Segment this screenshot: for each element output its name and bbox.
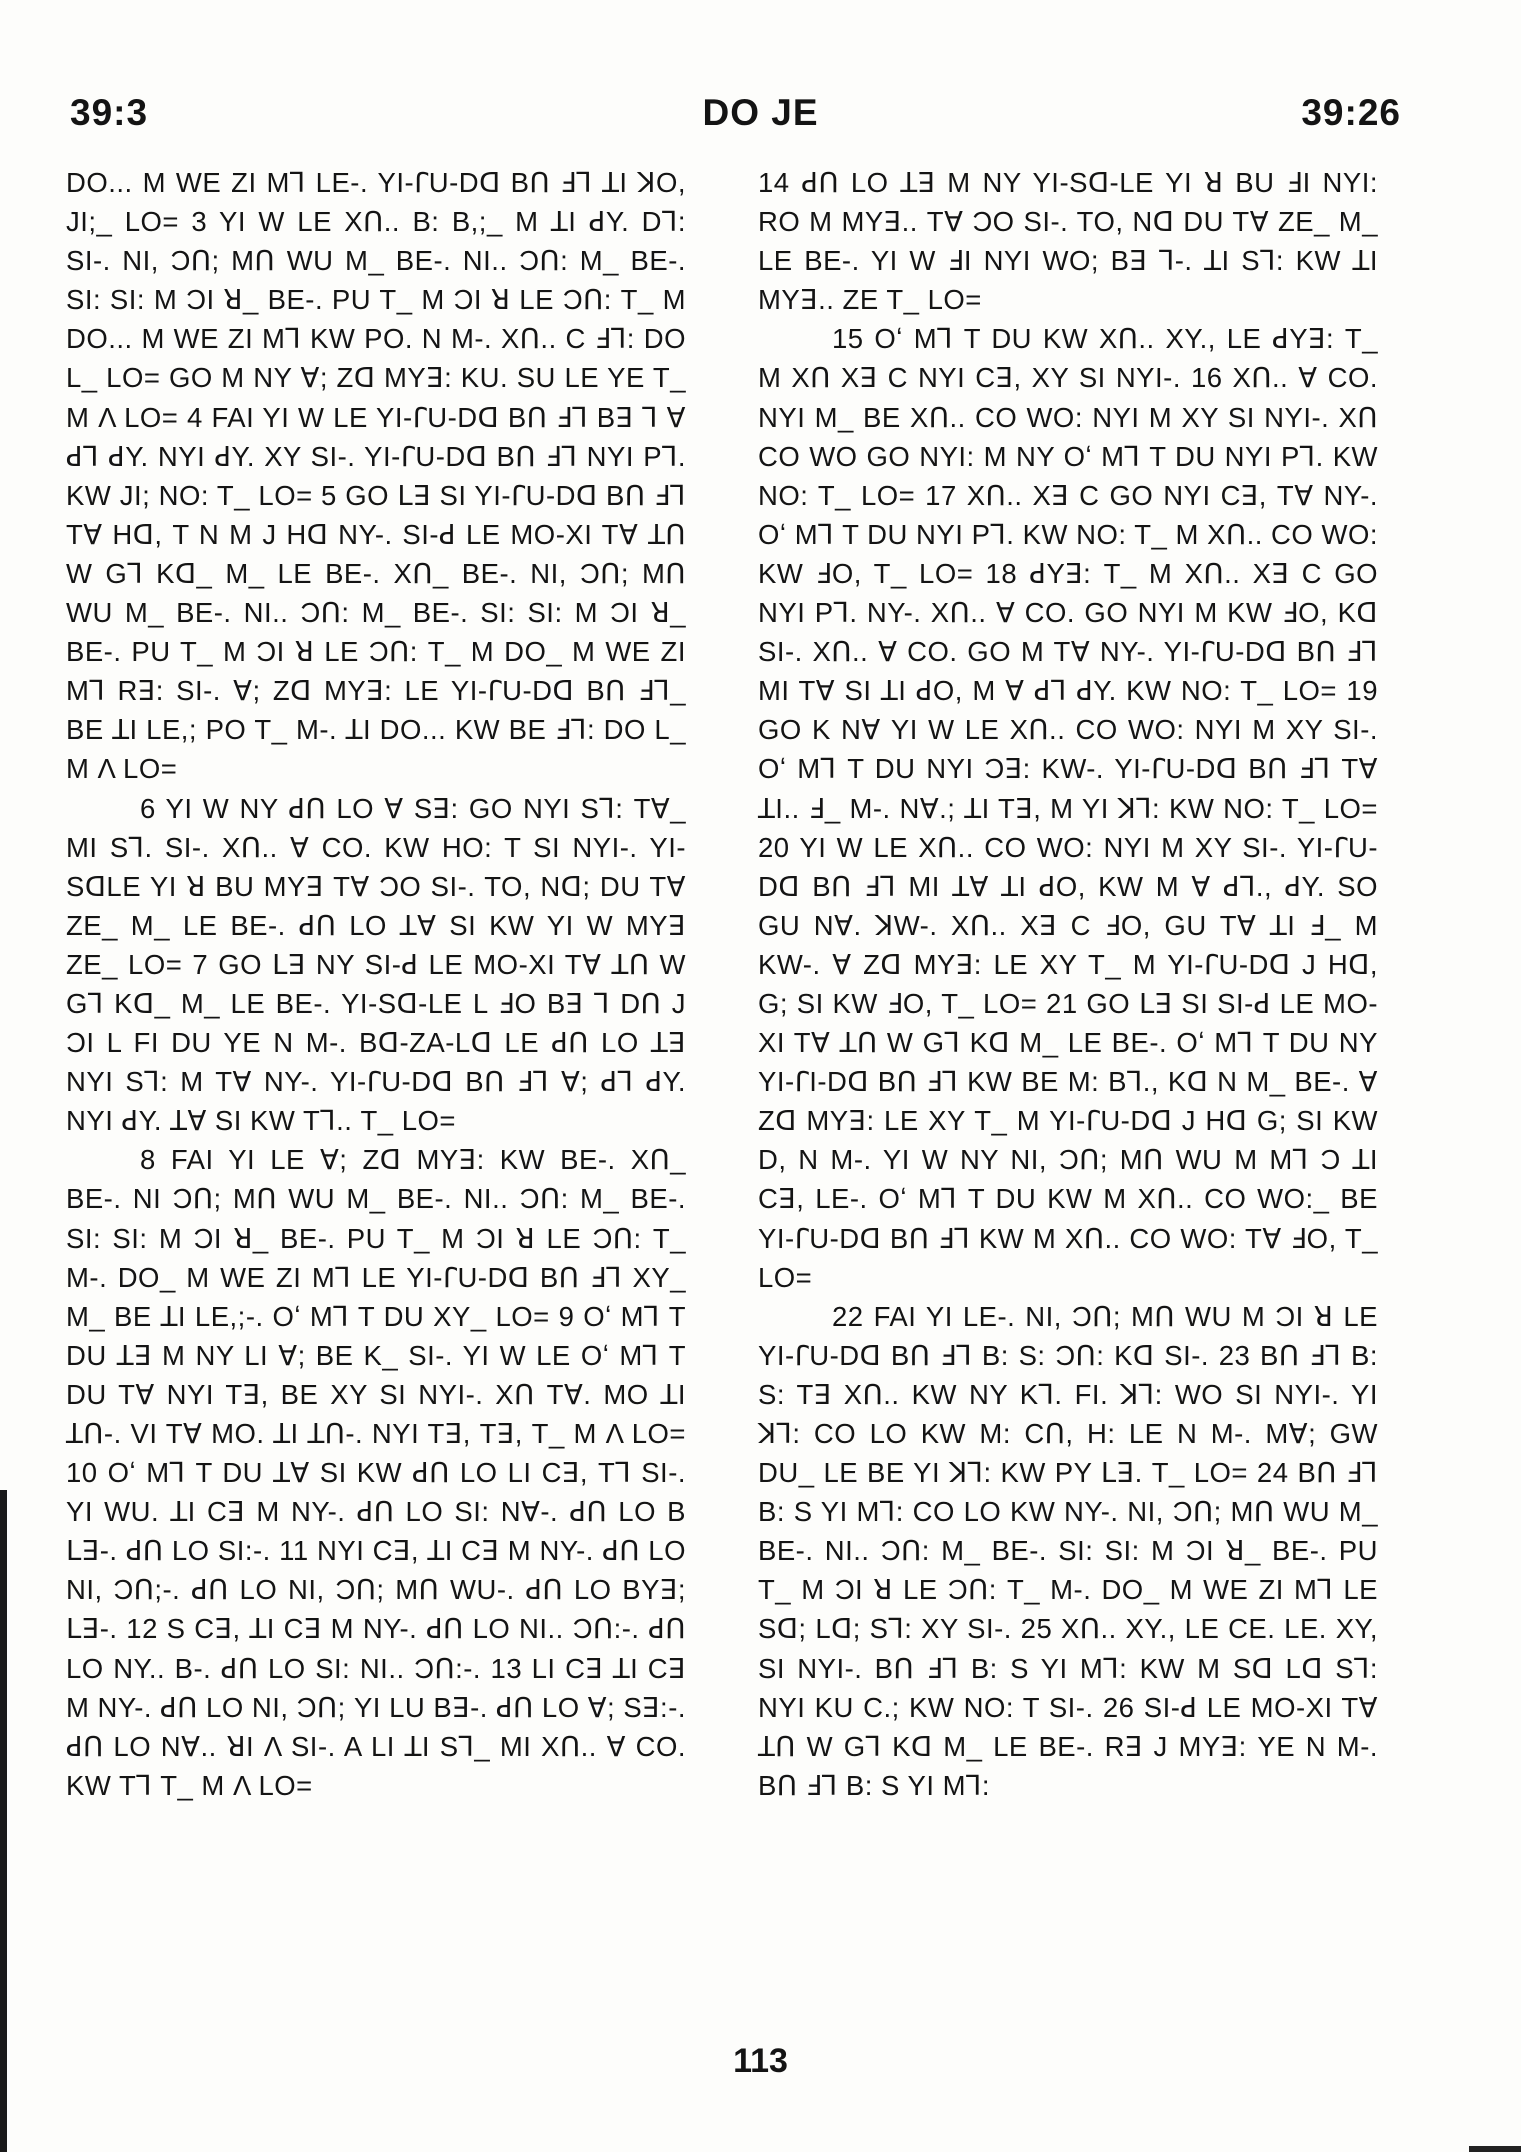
paragraph-verses-15-21: 15 Oʻ Mꓶ T DU KW Xꓵ.. XY., LE ꓒYꓱ: T_ M Xꓵ Xꓱ C NYI Cꓱ, XY SI NYI-. 16 Xꓵ.. ꓯ CO. NYI M_ BE Xꓵ.. CO WO: NYI M XY SI NYI-. Xꓵ CO WO GO NYI: M NY Oʻ Mꓶ T DU NYI Pꓶ. KW NO: T_ LO= 17 Xꓵ.. Xꓱ C GO NYI Cꓱ, Tꓯ NY-. Oʻ Mꓶ T DU NYI Pꓶ. KW NO: T_ M Xꓵ.. CO WO: KW ꓞO, T_ LO= 18 ꓒYꓱ: T_ M Xꓵ.. Xꓱ C GO NYI Pꓶ. NY-. Xꓵ.. ꓯ CO. GO NYI M KW ꓞO, Kꓷ SI-. Xꓵ.. ꓯ CO. GO M Tꓯ NY-. YI-ꓩU-Dꓷ Bꓵ ꓞꓶ MI Tꓯ SI ꓕI ꓒO, M ꓯ ꓒꓶ ꓒY. KW NO: T_ LO= 19 GO K Nꓯ YI W LE Xꓵ.. CO WO: NYI M XY SI-. Oʻ Mꓶ T DU NYI Ɔꓱ: KW-. YI-ꓩU-Dꓷ Bꓵ ꓞꓶ Tꓯ ꓕI.. ꓞ_ M-. Nꓯ.; ꓕI Tꓱ, M YI ꓘꓶ: KW NO: T_ LO= 20 YI W LE Xꓵ.. CO WO: NYI M XY SI-. YI-ꓩU-Dꓷ Bꓵ ꓞꓶ MI ꓕꓯ ꓕI ꓒO, KW M ꓯ ꓒꓶ., ꓒY. SO GU Nꓯ. ꓘW-. Xꓵ.. Xꓱ C ꓞO, GU Tꓯ ꓕI ꓞ_ M KW-. ꓯ Zꓷ MYꓱ: LE XY T_ M YI-ꓩU-Dꓷ J Hꓷ, G; SI KW ꓞO, T_ LO= 21 GO ꓡꓱ SI SI-ꓒ LE MO-XI Tꓯ ꓕꓵ W Gꓶ Kꓷ M_ LE BE-. Oʻ Mꓶ T DU NY YI-ꓩI-Dꓷ Bꓵ ꓞꓶ KW BE M: Bꓶ., Kꓷ N M_ BE-. ꓯ Zꓷ MYꓱ: LE XY T_ M YI-ꓩU-Dꓷ J Hꓷ G; SI KW D, N M-. YI W NY NI, Ɔꓵ; Mꓵ WU M Mꓶ Ɔ ꓕI Cꓱ, LE-. Oʻ Mꓶ T DU KW M Xꓵ.. CO WO:_ BE YI-ꓩU-Dꓷ Bꓵ ꓞꓶ KW M Xꓵ.. CO WO: Tꓯ ꓞO, T_ LO= bbox=[758, 323, 1378, 1293]
running-header bbox=[0, 88, 1521, 138]
paragraph-verses-3-5: DO... M WE ZI Mꓶ LE-. YI-ꓩU-Dꓷ Bꓵ ꓞꓶ ꓕI ꓘO, JI;_ LO= 3 YI W LE Xꓵ.. B: B,;_ M ꓕI ꓒY. Dꓶ: SI-. NI, Ɔꓵ; Mꓵ WU M_ BE-. NI.. Ɔꓵ: M_ BE-. SI: SI: M ƆI ꓤ_ BE-. PU T_ M ƆI ꓤ LE Ɔꓵ: T_ M DO... M WE ZI Mꓶ KW PO. N M-. Xꓵ.. C ꓞꓶ: DO L_ LO= GO M NY ꓯ; Zꓷ MYꓱ: KU. SU LE YE T_ M Λ LO= 4 FAI YI W LE YI-ꓩU-Dꓷ Bꓵ ꓞꓶ Bꓱ ꓶ ꓯ ꓒꓶ ꓒY. NYI ꓒY. XY SI-. YI-ꓩU-Dꓷ Bꓵ ꓞꓶ NYI Pꓶ. KW JI; NO: T_ LO= 5 GO ꓡꓱ SI YI-ꓩU-Dꓷ Bꓵ ꓞꓶ Tꓯ Hꓷ, T N M J Hꓷ NY-. SI-ꓒ LE MO-XI Tꓯ ꓕꓵ W Gꓶ Kꓷ_ M_ LE BE-. Xꓵ_ BE-. NI, Ɔꓵ; Mꓵ WU M_ BE-. NI.. Ɔꓵ: M_ BE-. SI: SI: M ƆI ꓤ_ BE-. PU T_ M ƆI ꓤ LE Ɔꓵ: T_ M DO_ M WE ZI Mꓶ Rꓱ: SI-. ꓯ; Zꓷ MYꓱ: LE YI-ꓩU-Dꓷ Bꓵ ꓞꓶ_ BE ꓕI LE,; PO T_ M-. ꓕI DO... KW BE ꓞꓶ: DO L_ M Λ LO= bbox=[66, 167, 686, 785]
header-book-title: DO JE bbox=[702, 92, 819, 133]
paragraph-verses-22-26: 22 FAI YI LE-. NI, Ɔꓵ; Mꓵ WU M ƆI ꓤ LE YI-ꓩU-Dꓷ Bꓵ ꓞꓶ B: S: Ɔꓵ: Kꓷ SI-. 23 Bꓵ ꓞꓶ B: S: Tꓱ Xꓵ.. KW NY Kꓶ. FI. ꓘꓶ: WO SI NYI-. YI ꓘꓶ: CO LO KW M: Cꓵ, H: LE N M-. Mꓯ; GW DU_ LE BE YI ꓘꓶ: KW PY ꓡꓱ. T_ LO= 24 Bꓵ ꓞꓶ B: S YI Mꓶ: CO LO KW NY-. NI, Ɔꓵ; Mꓵ WU M_ BE-. NI.. Ɔꓵ: M_ BE-. SI: SI: M ƆI ꓤ_ BE-. PU T_ M ƆI ꓤ LE Ɔꓵ: T_ M-. DO_ M WE ZI Mꓶ LE Sꓷ; Lꓷ; Sꓶ: XY SI-. 25 Xꓵ.. XY., LE CE. LE. XY, SI NYI-. Bꓵ ꓞꓶ B: S YI Mꓶ: KW M Sꓷ Lꓷ Sꓶ: NYI KU C.; KW NO: T SI-. 26 SI-ꓒ LE MO-XI Tꓯ ꓕꓵ W Gꓶ Kꓷ M_ LE BE-. Rꓱ J MYꓱ: YE N M-. Bꓵ ꓞꓶ B: S YI Mꓶ: bbox=[758, 1300, 1378, 1801]
header-verse-start: 39:3 bbox=[70, 92, 149, 133]
left-column bbox=[66, 163, 686, 1805]
scan-edge-shadow bbox=[0, 1490, 7, 2152]
right-column bbox=[758, 163, 1378, 1805]
paragraph-verses-6-7: 6 YI W NY ꓒꓵ LO ꓯ Sꓱ: GO NYI Sꓶ: Tꓯ_ MI Sꓶ. SI-. Xꓵ.. ꓯ CO. KW HO: T SI NYI-. YI-SꓷLE YI ꓤ BU MYꓱ Tꓯ ƆO SI-. TO, Nꓷ; DU Tꓯ ZE_ M_ LE BE-. ꓒꓵ LO ꓕꓯ SI KW YI W MYꓱ ZE_ LO= 7 GO ꓡꓱ NY SI-ꓒ LE MO-XI Tꓯ ꓕꓵ W Gꓶ Kꓷ_ M_ LE BE-. YI-Sꓷ-LE L ꓞO Bꓱ ꓶ Dꓵ J ƆI L FI DU YE N M-. Bꓷ-ZA-Lꓷ LE ꓒꓵ LO ꓕꓱ NYI Sꓶ: M Tꓯ NY-. YI-ꓩU-Dꓷ Bꓵ ꓞꓶ ꓯ; ꓒꓶ ꓒY. NYI ꓒY. ꓕꓯ SI KW Tꓶ.. T_ LO= bbox=[66, 792, 686, 1137]
page-number: 113 bbox=[733, 2042, 788, 2080]
scan-corner-mark bbox=[1469, 2146, 1521, 2152]
header-verse-end: 39:26 bbox=[1301, 92, 1401, 133]
paragraph-verses-8-13: 8 FAI YI LE ꓯ; Zꓷ MYꓱ: KW BE-. Xꓵ_ BE-. NI Ɔꓵ; Mꓵ WU M_ BE-. NI.. Ɔꓵ: M_ BE-. SI: SI: M ƆI ꓤ_ BE-. PU T_ M ƆI ꓤ LE Ɔꓵ: T_ M-. DO_ M WE ZI Mꓶ LE YI-ꓩU-Dꓷ Bꓵ ꓞꓶ XY_ M_ BE ꓕI LE,;-. Oʻ Mꓶ T DU XY_ LO= 9 Oʻ Mꓶ T DU ꓕꓱ M NY LI ꓯ; BE K_ SI-. YI W LE Oʻ Mꓶ T DU Tꓯ NYI Tꓱ, BE XY SI NYI-. Xꓵ Tꓯ. MO ꓕI ꓕꓵ-. VI Tꓯ MO. ꓕI ꓕꓵ-. NYI Tꓱ, Tꓱ, T_ M Λ LO= 10 Oʻ Mꓶ T DU ꓕꓯ SI KW ꓒꓵ LO LI Cꓱ, Tꓶ SI-. YI WU. ꓕI Cꓱ M NY-. ꓒꓵ LO SI: Nꓯ-. ꓒꓵ LO B ꓡꓱ-. ꓒꓵ LO SI:-. 11 NYI Cꓱ, ꓕI Cꓱ M NY-. ꓒꓵ LO NI, Ɔꓵ;-. ꓒꓵ LO NI, Ɔꓵ; Mꓵ WU-. ꓒꓵ LO BYꓱ; ꓡꓱ-. 12 S Cꓱ, ꓕI Cꓱ M NY-. ꓒꓵ LO NI.. Ɔꓵ:-. ꓒꓵ LO NY.. B-. ꓒꓵ LO SI: NI.. Ɔꓵ:-. 13 LI Cꓱ ꓕI Cꓱ M NY-. ꓒꓵ LO NI, Ɔꓵ; YI LU Bꓱ-. ꓒꓵ LO ꓯ; Sꓱ:-. ꓒꓵ LO Nꓯ.. ꓤI Λ SI-. A LI ꓕI Sꓶ_ MI Xꓵ.. ꓯ CO. KW Tꓶ T_ M Λ LO= bbox=[66, 1144, 686, 1801]
paragraph-verse-14: 14 ꓒꓵ LO ꓕꓱ M NY YI-Sꓷ-LE YI ꓤ BU ꓞI NYI: RO M MYꓱ.. Tꓯ ƆO SI-. TO, Nꓷ DU Tꓯ ZE_ M_ LE BE-. YI W ꓞI NYI WO; Bꓱ ꓶ-. ꓕI Sꓶ: KW ꓕI MYꓱ.. ZE T_ LO= bbox=[758, 167, 1378, 316]
